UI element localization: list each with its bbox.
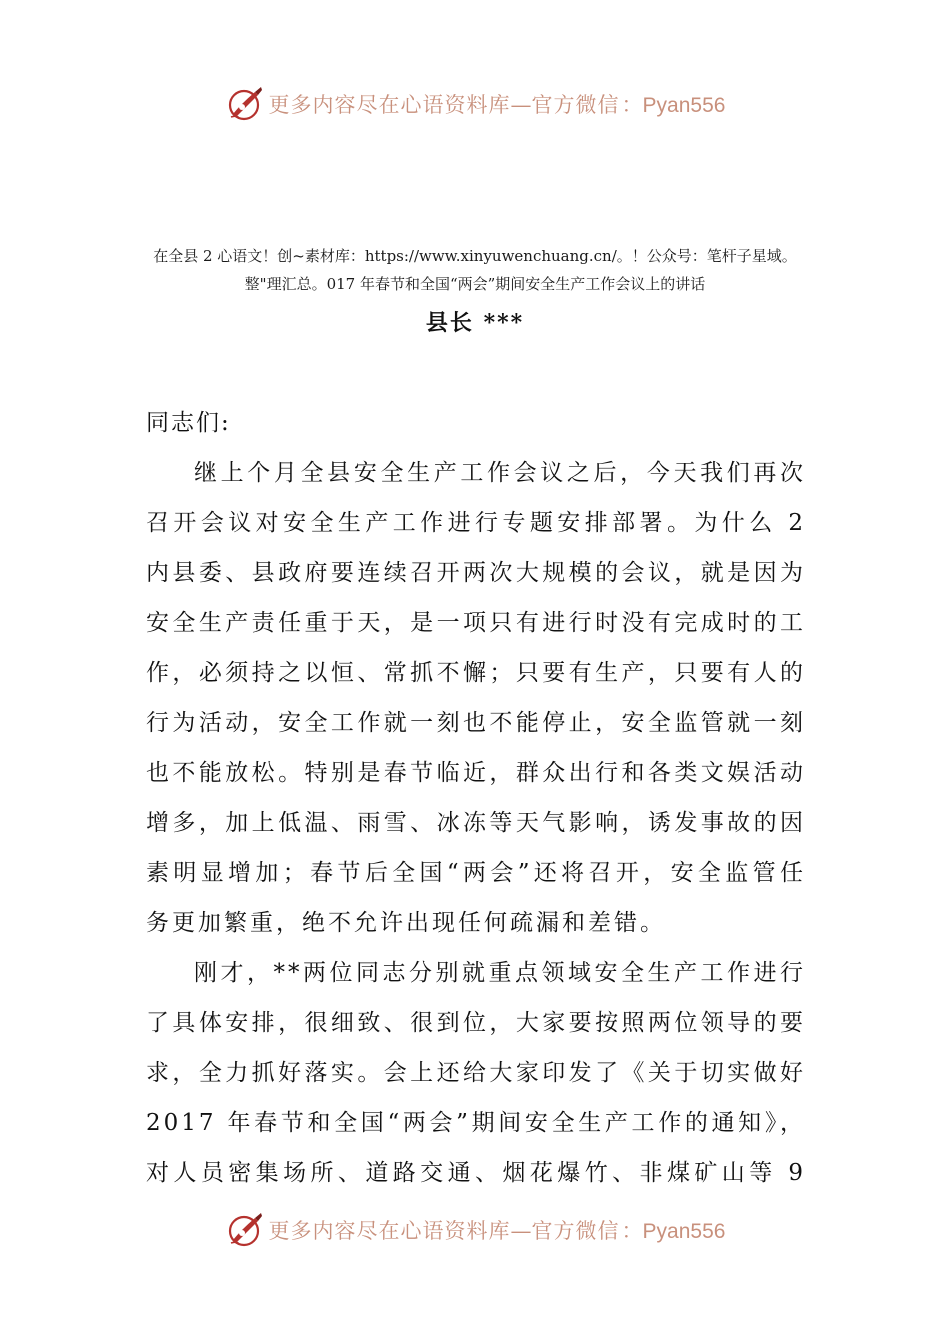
banner-label: 官方微信 — [531, 1219, 620, 1243]
document-header — [0, 242, 950, 298]
banner-wechat-id: Pyan556 — [642, 94, 726, 117]
body-line: 2017 年春节和全国“两会”期间安全生产工作的通知》， — [146, 1110, 806, 1136]
body-line: 也不能放松。特别是春节临近，群众出行和各类文娱活动 — [146, 760, 806, 786]
body-line: 增多，加上低温、雨雪、冰冻等天气影响，诱发事故的因 — [146, 810, 806, 836]
body-line: 行为活动，安全工作就一刻也不能停止，安全监管就一刻 — [146, 710, 806, 736]
body-line: 内县委、县政府要连续召开两次大规模的会议，就是因为 — [146, 560, 806, 586]
top-watermark-banner — [0, 82, 950, 126]
banner-text — [269, 1215, 726, 1245]
banner-wechat-id: Pyan556 — [642, 1220, 726, 1243]
body-line: 素明显增加；春节后全国“两会”还将召开，安全监管任 — [146, 860, 806, 886]
header-line-1: 在全县 2 心语文！创~素材库：https://www.xinyuwenchuang.cn/。！公众号：笔杆子星域。 — [153, 247, 797, 265]
banner-text — [269, 89, 726, 119]
banner-slogan: 更多内容尽在心语资料库 — [268, 1219, 511, 1243]
banner-label: 官方微信 — [531, 93, 620, 117]
body-line: 继上个月全县安全生产工作会议之后，今天我们再次 — [194, 460, 806, 486]
banner-separator: ： — [621, 93, 643, 117]
speech-body — [146, 398, 806, 1198]
body-line: 刚才，**两位同志分别就重点领域安全生产工作进行 — [194, 960, 806, 986]
salutation: 同志们: — [146, 410, 231, 436]
banner-separator: ： — [621, 1219, 643, 1243]
header-line-2: 整"理汇总。017 年春节和全国“两会”期间安全生产工作会议上的讲话 — [244, 275, 706, 293]
body-line: 求，全力抓好落实。会上还给大家印发了《关于切实做好 — [146, 1060, 806, 1086]
body-line: 务更加繁重，绝不允许出现任何疏漏和差错。 — [146, 910, 666, 936]
author-line: 县长 *** — [425, 310, 525, 336]
pen-circle-logo-icon — [225, 1210, 265, 1250]
banner-dash: — — [510, 93, 532, 117]
body-line: 安全生产责任重于天，是一项只有进行时没有完成时的工 — [146, 610, 806, 636]
body-line: 了具体安排，很细致、很到位，大家要按照两位领导的要 — [146, 1010, 806, 1036]
body-line: 召开会议对安全生产工作进行专题安排部署。为什么 2 — [146, 510, 806, 536]
body-line: 作，必须持之以恒、常抓不懈；只要有生产，只要有人的 — [146, 660, 806, 686]
pen-circle-logo-icon — [225, 84, 265, 124]
banner-slogan: 更多内容尽在心语资料库 — [268, 93, 511, 117]
banner-dash: — — [510, 1219, 532, 1243]
body-line: 对人员密集场所、道路交通、烟花爆竹、非煤矿山等 9 — [146, 1160, 806, 1186]
bottom-watermark-banner — [0, 1208, 950, 1252]
